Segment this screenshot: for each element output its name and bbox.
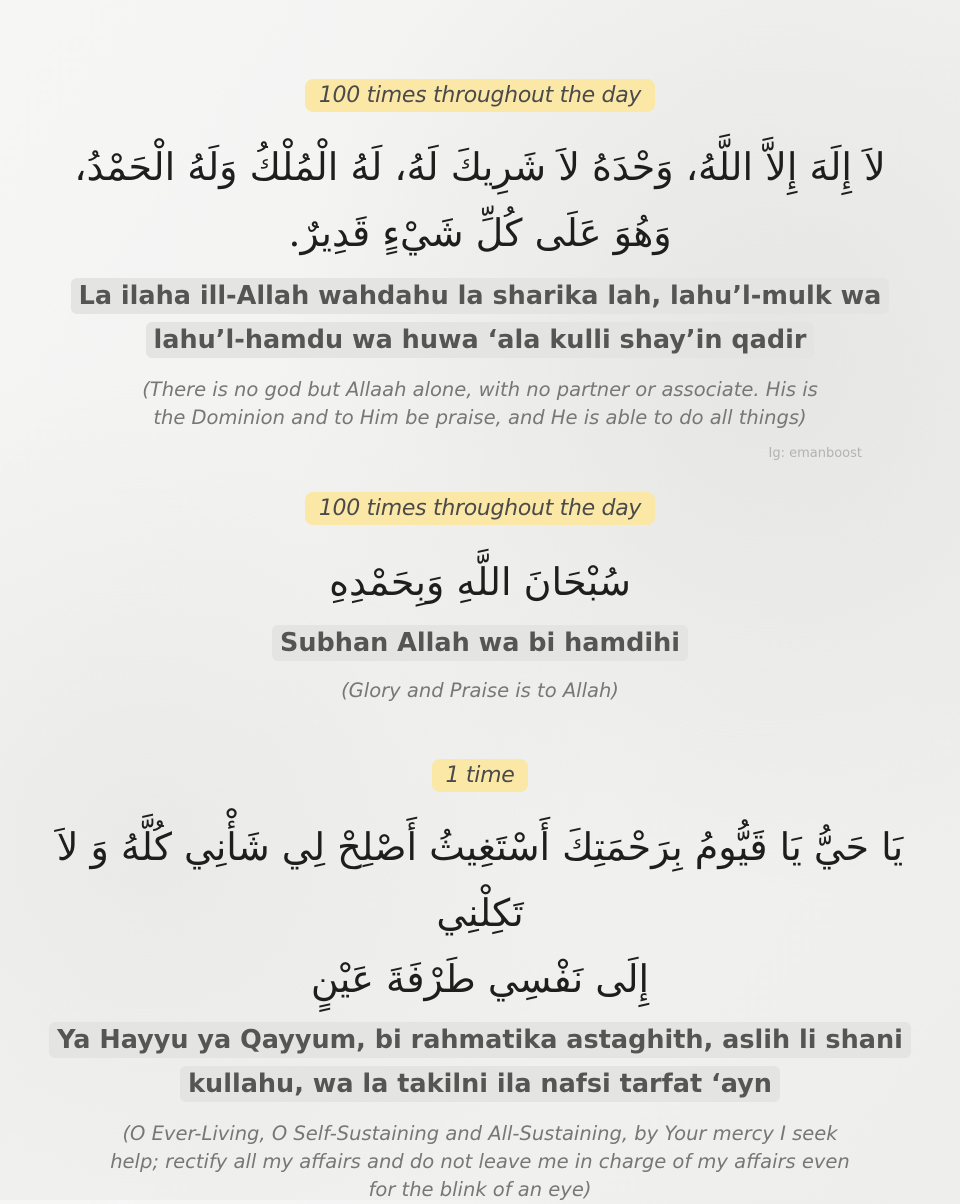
transliteration-line: kullahu, wa la takilni ila nafsi tarfat ‘ayn [180,1066,780,1102]
translation-line: (Glory and Praise is to Allah) [341,679,619,702]
arabic-line: يَا حَيُّ يَا قَيُّومُ بِرَحْمَتِكَ أَسْتَغِيثُ أَصْلِحْ لِي شَأْنِي كُلَّهُ وَ لاَ تَكِلْنِي [56,825,904,935]
arabic-text [70,134,890,266]
dhikr-section-3 [0,759,960,1204]
instagram-credit: Ig: emanboost [768,446,862,461]
translation-line: for the blink of an eye) [368,1178,592,1201]
transliteration-line: lahu’l-hamdu wa huwa ‘ala kulli shay’in qadir [146,322,815,358]
translation [0,376,960,432]
arabic-line: سُبْحَانَ اللَّهِ وَبِحَمْدِهِ [329,560,631,604]
arabic-line: وَهُوَ عَلَى كُلِّ شَيْءٍ قَدِيرٌ. [288,211,672,255]
transliteration [272,621,688,665]
transliteration [49,1018,911,1106]
translation [0,677,960,705]
translation [0,1120,960,1204]
translation-line: the Dominion and to Him be praise, and He is able to do all things) [153,406,807,429]
translation-line: (O Ever-Living, O Self-Sustaining and All-Sustaining, by Your mercy I seek [122,1122,838,1145]
transliteration-line: Subhan Allah wa bi hamdihi [272,625,688,661]
translation-line: help; rectify all my affairs and do not leave me in charge of my affairs even [110,1150,850,1173]
frequency-badge: 1 time [432,759,529,792]
dhikr-section-1 [0,79,960,432]
dhikr-section-2 [0,492,960,705]
arabic-text [0,549,960,615]
transliteration [71,274,890,362]
arabic-line: لاَ إِلَهَ إِلاَّ اللَّهُ، وَحْدَهُ لاَ شَرِيكَ لَهُ، لَهُ الْمُلْكُ وَلَهُ الْحَمْدُ، [74,145,886,189]
frequency-badge: 100 times throughout the day [305,492,655,525]
arabic-line: إِلَى نَفْسِي طَرْفَةَ عَيْنٍ [310,957,650,1001]
frequency-badge: 100 times throughout the day [305,79,655,112]
translation-line: (There is no god but Allaah alone, with no partner or associate. His is [142,378,818,401]
transliteration-line: Ya Hayyu ya Qayyum, bi rahmatika astaghith, aslih li shani [49,1022,911,1058]
arabic-text [30,814,930,1012]
transliteration-line: La ilaha ill-Allah wahdahu la sharika lah, lahu’l-mulk wa [71,278,890,314]
